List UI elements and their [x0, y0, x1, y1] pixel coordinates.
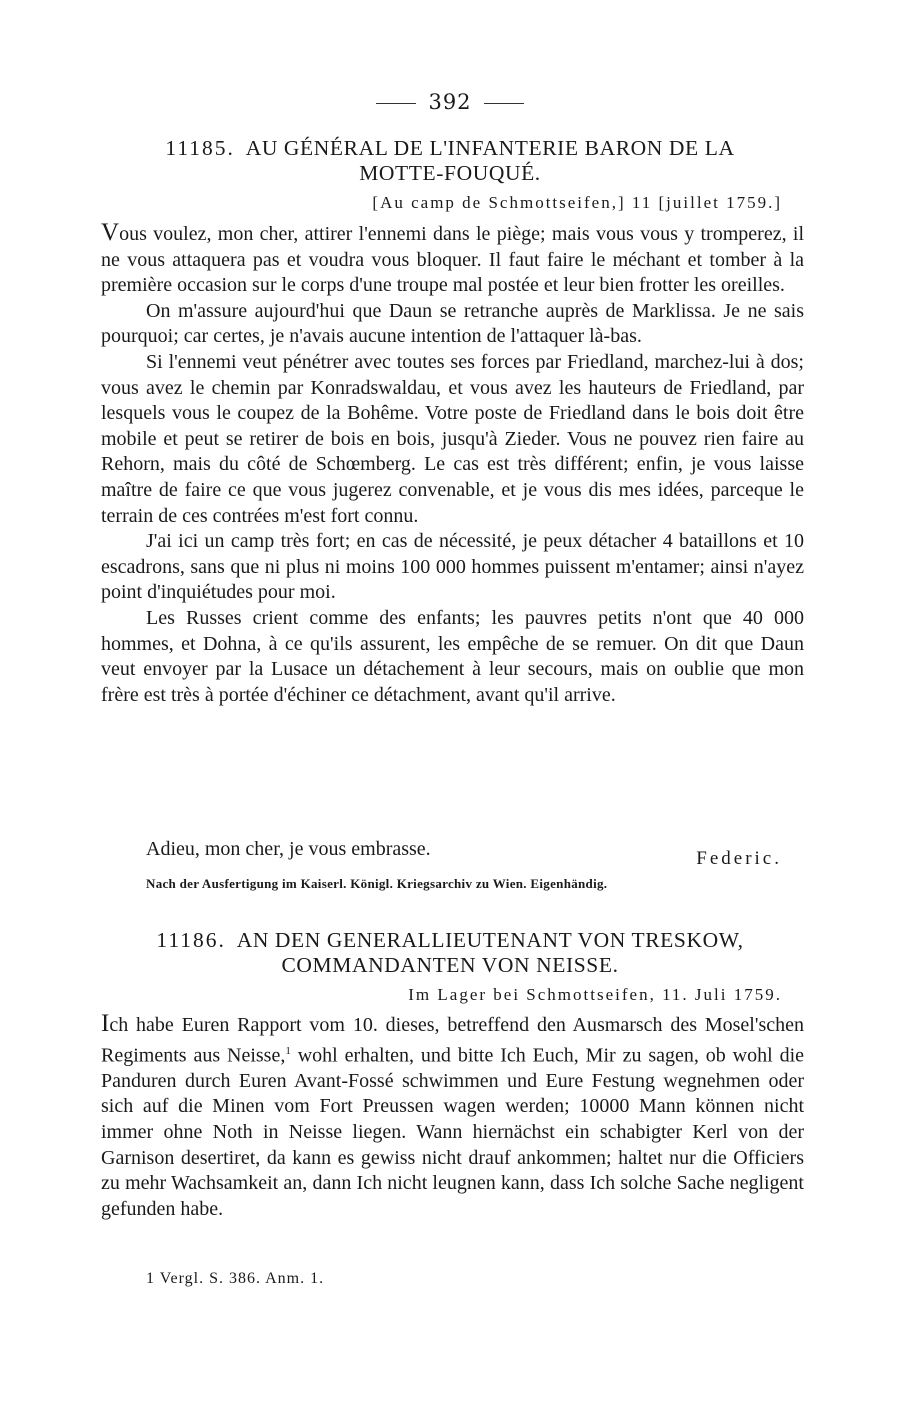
dash-left [376, 103, 416, 104]
letter2-dropcap: I [101, 1010, 110, 1037]
dash-right [484, 103, 524, 104]
letter2-body [101, 1011, 804, 1222]
letter2-number: 11186. [156, 928, 226, 952]
letter1-closing: Adieu, mon cher, je vous embrasse. [146, 838, 431, 860]
letter1-paragraph-2: On m'assure aujourd'hui que Daun se retranche auprès de Marklissa. Je ne sais pourquoi; car certes, je n'avais aucune intention de l'attaquer là-bas. [101, 299, 804, 348]
letter1-paragraph-5: Les Russes crient comme des enfants; les pauvres petits n'ont que 40 000 hommes, et Dohna, à ce qu'ils assurent, les empêche de se remuer. On dit que Daun veut envoyer par la Lusace un détachement à leur secours, mais on oublie que mon frère est très à portée d'échiner ce détachment, avant qu'il arrive. [101, 606, 804, 706]
letter1-title-line2: MOTTE-FOUQUÉ. [359, 161, 541, 185]
letter1-body [101, 220, 804, 708]
letter2-title-line2: COMMANDANTEN VON NEISSE. [281, 953, 619, 977]
letter1-number: 11185. [165, 136, 235, 160]
letter1-paragraph-1: Vous voulez, mon cher, attirer l'ennemi dans le piège; mais vous vous y tromperez, il ne vous attaquera pas et voudra vous bloquer. Il faut faire le méchant et tomber à la première occasion sur le corps d'une troupe mal postée et leur bien frotter les oreilles. [101, 219, 804, 297]
letter1-source-note: Nach der Ausfertigung im Kaiserl. Königl. Kriegsarchiv zu Wien. Eigenhändig. [146, 876, 608, 891]
letter1-signature: Federic. [696, 848, 782, 869]
footnote: 1 Vergl. S. 386. Anm. 1. [146, 1270, 325, 1287]
letter2-heading [118, 928, 782, 978]
page-number-text: 392 [428, 90, 472, 114]
letter1-title-line1: AU GÉNÉRAL DE L'INFANTERIE BARON DE LA [245, 136, 735, 160]
letter2-paragraph-1: Ich habe Euren Rapport vom 10. dieses, betreffend den Ausmarsch des Mosel'schen Regiments aus Neisse,$^1$ wohl erhalten, und bitte Ich Euch, Mir zu sagen, ob wohl die Panduren durch Euren Avant-Fossé schwimmen und Eure Festung wegnehmen oder sich auf die Minen vom Fort Preussen wagen werden; 10000 Mann können nicht immer ohne Noth in Neisse liegen. Wann hiernächst ein schabigter Kerl von der Garnison desertiret, da kann es gewiss nicht drauf ankommen; haltet nur die Officiers zu mehr Wachsamkeit an, dann Ich nicht leugnen kann, dass Ich solche Sache negligent gefunden habe. [101, 1010, 804, 1220]
page-number [0, 90, 900, 114]
letter1-heading [118, 136, 782, 186]
letter2-title-line1: AN DEN GENERALLIEUTENANT VON TRESKOW, [236, 928, 744, 952]
letter2-place-date: Im Lager bei Schmottseifen, 11. Juli 1759. [408, 985, 782, 1004]
letter1-paragraph-4: J'ai ici un camp très fort; en cas de nécessité, je peux détacher 4 bataillons et 10 escadrons, sans que ni plus ni moins 100 000 hommes puissent m'entamer; ainsi n'ayez point d'inquiétudes pour moi. [101, 530, 804, 604]
footnote-marker: 1 [285, 1044, 291, 1057]
letter1-dropcap: V [101, 219, 120, 246]
letter1-place-date: [Au camp de Schmottseifen,] 11 [juillet 1759.] [372, 193, 782, 212]
letter1-paragraph-3: Si l'ennemi veut pénétrer avec toutes ses forces par Friedland, marchez-lui à dos; vous avez le chemin par Konradswaldau, et vous avez les hauteurs de Friedland, par lesquels vous le coupez de la Bohême. Votre poste de Friedland dans le bois doit être mobile et peut se retirer de bois en bois, jusqu'à Zieder. Vous ne pouvez rien faire au Rehorn, mais du côté de Schœmberg. Le cas est très différent; enfin, je vous laisse maître de faire ce que vous jugerez convenable, et je vous dis mes idées, parceque le terrain de ces contrées m'est fort connu. [101, 350, 804, 527]
